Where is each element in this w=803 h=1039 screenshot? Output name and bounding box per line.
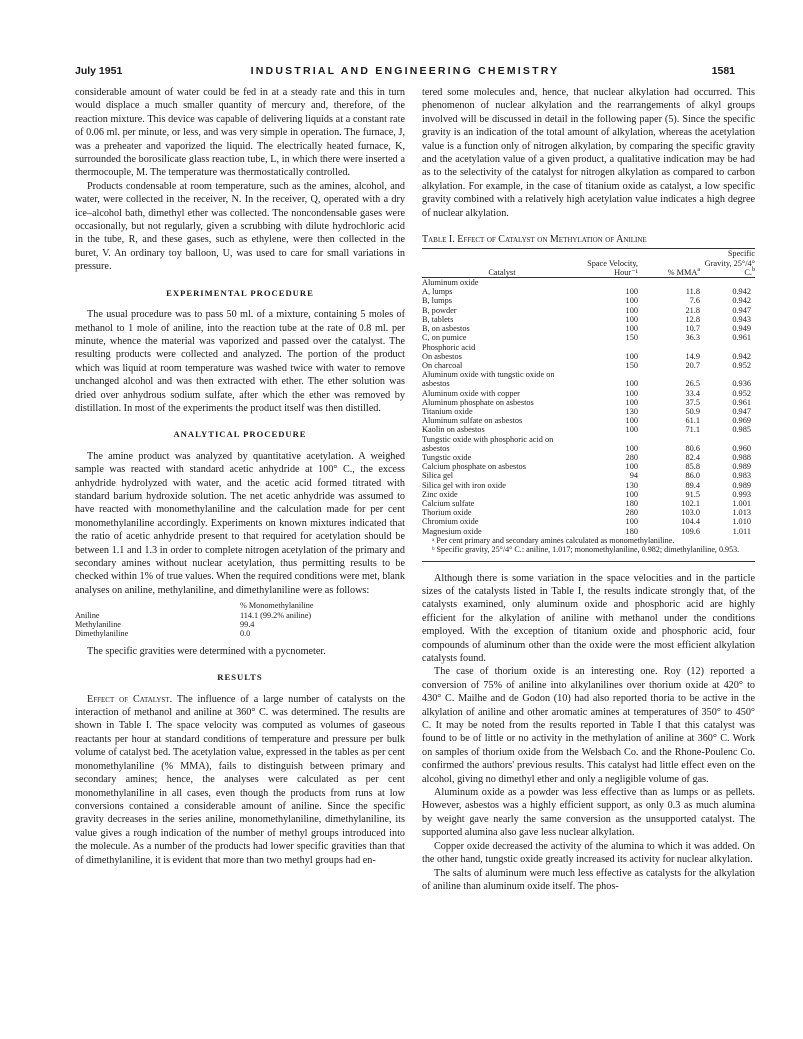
table-cell: 100 xyxy=(625,379,638,389)
table-cell: Calcium phosphate on asbestos xyxy=(422,462,526,472)
table-cell: A, lumps xyxy=(422,287,453,297)
col-header-mma: % MMA$^a$ xyxy=(642,249,704,277)
table-cell: asbestos xyxy=(422,379,450,389)
table-cell xyxy=(704,370,755,379)
table-cell: 100 xyxy=(625,287,638,297)
table-cell: 0.942 xyxy=(732,351,751,361)
table-cell: 100 xyxy=(625,296,638,306)
table-cell: Aluminum sulfate on asbestos xyxy=(422,416,523,426)
table-cell: 82.4 xyxy=(685,452,700,462)
paragraph: Although there is some variation in the space velocities and in the particle sizes of the catalysts listed in Table I, the results indicate strongly that, of the catalysts examined, only aluminum oxide and phosphoric acid are highly efficient for the alkylation of aniline with methanol under the conditions employed. With the exception of titanium oxide and phosphoric acid, four compounds of aluminum other than the oxide were the most efficient alkylation catalysts found. xyxy=(422,572,755,665)
paragraph: Aluminum oxide as a powder was less effective than as lumps or as pellets. However, asbestos was a highly efficient support, as only 0.3 as much alumina by weight gave nearly the same conversion as the unsupported catalyst. The supported alumina also gave less nuclear alkylation. xyxy=(422,787,755,839)
table-cell: B, on asbestos xyxy=(422,324,470,334)
table-row xyxy=(422,517,755,526)
table-cell xyxy=(642,370,704,379)
table-cell: Tungstic oxide with phosphoric acid on xyxy=(422,434,554,444)
table-row xyxy=(422,471,755,480)
table-cell: Titanium oxide xyxy=(422,406,473,416)
paragraph: The specific gravities were determined with a pycnometer. xyxy=(87,645,326,657)
table-cell: 104.4 xyxy=(681,517,700,527)
table-row xyxy=(422,287,755,296)
table-cell: 180 xyxy=(625,526,638,536)
table-title: Table I. Effect of Catalyst on Methylation of Aniline xyxy=(422,233,755,249)
table-cell: B, lumps xyxy=(422,296,452,306)
header-page-number: 1581 xyxy=(711,65,735,77)
table-cell: 0.983 xyxy=(732,471,751,481)
header-date: July 1951 xyxy=(75,65,123,77)
table-cell: 0.942 xyxy=(732,287,751,297)
table-cell: 100 xyxy=(625,517,638,527)
table-cell: 0.960 xyxy=(732,443,751,453)
table-cell: 80.6 xyxy=(685,443,700,453)
table-row xyxy=(422,481,755,490)
table-cell: 100 xyxy=(625,314,638,324)
table-cell: 14.9 xyxy=(685,351,700,361)
table-cell: 11.8 xyxy=(685,287,700,297)
table-cell: 280 xyxy=(625,508,638,518)
section-heading-experimental: EXPERIMENTAL PROCEDURE xyxy=(166,287,314,298)
paragraph: Effect of Catalyst. The influence of a large number of catalysts on the interaction of methanol and aniline at 360° C. was determined. The results are shown in Table I. The space velocity was computed as volumes of gaseous reactants per hour at standard conditions of temperature and pressure per bulk volume of catalyst bed. The acetylation value, expressed in the tables as per cent monomethylaniline (% MMA), fails to distinguish between primary and secondary amines; hence, the analyses were calculated as per cent monomethylaniline in all cases, even though the products from runs at low conversions contained a considerable amount of aniline. Since the specific gravity decreases in the series aniline, monomethylaniline, dimethylaniline, its value gives a rough indication of the number of methyl groups introduced into the molecule. As a number of the products had lower specific gravities than that of dimethylaniline, it is evident that more than two methyl groups had en- xyxy=(75,693,405,866)
table-cell: 100 xyxy=(625,489,638,499)
table-cell: asbestos xyxy=(422,443,450,453)
table-cell: 102.1 xyxy=(681,498,700,508)
table-cell: 100 xyxy=(625,305,638,315)
table-cell: 0.949 xyxy=(732,324,751,334)
paragraph: Copper oxide decreased the activity of the alumina to which it was added. On the other hand, tungstic oxide greatly increased its activity for nuclear alkylation. xyxy=(422,840,755,866)
section-heading-analytical: ANALYTICAL PROCEDURE xyxy=(173,429,307,440)
table-cell: 1.011 xyxy=(732,526,751,536)
table-cell: 0.961 xyxy=(732,397,751,407)
table-row xyxy=(422,315,755,324)
table-cell: 94 xyxy=(629,471,638,481)
table-cell: 0.943 xyxy=(732,314,751,324)
table-cell: 89.4 xyxy=(685,480,700,490)
table-cell: Kaolin on asbestos xyxy=(422,425,485,435)
table-cell: Phosphoric acid xyxy=(422,342,476,352)
table-cell: B, tablets xyxy=(422,314,454,324)
table-footnotes xyxy=(422,536,755,562)
table-row: Aniline 114.1 (99.2% aniline) xyxy=(75,610,312,620)
paragraph: The usual procedure was to pass 50 ml. of a mixture, containing 5 moles of methanol to 1 mole of aniline, into the reaction tube at the rate of 0.8 ml. per minute, whence the material was vaporized and passed over the catalyst. The resulting products were collected and analyzed. The portion of the product which was liquid at room temperature was washed twice with water to remove unchanged alcohol and was then extracted with ether. The ether solution was dried over anhydrous sodium sulfate, after which the ether was removed by distillation. In most of the experiments the product itself was then distilled. xyxy=(75,309,405,414)
table-cell: 7.6 xyxy=(689,296,700,306)
table-cell: 150 xyxy=(625,360,638,370)
table-cell: 36.3 xyxy=(685,333,700,343)
table-cell: 0.936 xyxy=(732,379,751,389)
table-cell: B, powder xyxy=(422,305,457,315)
table-cell xyxy=(582,343,642,352)
table-cell: 1.013 xyxy=(732,508,751,518)
table-row xyxy=(422,508,755,517)
table-cell xyxy=(642,343,704,352)
header-journal: INDUSTRIAL AND ENGINEERING CHEMISTRY xyxy=(250,65,560,77)
table-cell: 61.1 xyxy=(685,416,700,426)
table-cell: 100 xyxy=(625,351,638,361)
table-cell: Tungstic oxide xyxy=(422,452,472,462)
table-cell: 100 xyxy=(625,397,638,407)
blank-analysis-table xyxy=(75,601,405,639)
table-cell: 100 xyxy=(625,425,638,435)
left-column xyxy=(75,86,405,867)
paragraph: The case of thorium oxide is an interesting one. Roy (12) reported a conversion of 75% of aniline into alkylanilines over thorium oxide at 420° to 430° C. Mailhe and de Godon (10) had also reported thoria to be active in the alkylation of aniline and other aromatic amines at temperatures of 350° to 450° C. It may be noted from the results reported in Table I that this catalyst was found to be of little or no activity in the methylation of aniline at 360° C. Work on samples of thorium oxide from the Welsbach Co. and the Rhone-Poulenc Co. confirmed the authors' previous results. This catalyst had little effect even on the alcohol, giving no dimethyl ether and only a negligible volume of gas. xyxy=(422,666,755,785)
col-header-space-velocity: Space Velocity, Hour⁻¹ xyxy=(582,249,642,277)
table-cell: 0.989 xyxy=(732,480,751,490)
col-header-catalyst: Catalyst xyxy=(422,249,582,277)
table-cell: 37.5 xyxy=(685,397,700,407)
table-row xyxy=(422,352,755,361)
table-cell: 0.947 xyxy=(732,305,751,315)
table-cell xyxy=(582,370,642,379)
table-row xyxy=(422,389,755,398)
table-cell: 0.942 xyxy=(732,296,751,306)
table-cell: Aluminum phosphate on asbestos xyxy=(422,397,534,407)
table-cell: 1.001 xyxy=(732,498,751,508)
table-cell: 0.989 xyxy=(732,462,751,472)
table-row xyxy=(422,343,755,352)
table-cell: 0.952 xyxy=(732,360,751,370)
table-cell: 0.952 xyxy=(732,388,751,398)
table-cell: Silica gel xyxy=(422,471,454,481)
table-cell: 109.6 xyxy=(681,526,700,536)
table-cell: 100 xyxy=(625,462,638,472)
table-cell: 21.8 xyxy=(685,305,700,315)
table-row xyxy=(422,407,755,416)
table-row xyxy=(422,444,755,453)
catalyst-table xyxy=(422,249,755,535)
table-row xyxy=(422,462,755,471)
paragraph: The amine product was analyzed by quantitative acetylation. A weighed sample was reacted with standard acetic anhydride at 100° C., the excess anhydride hydrolyzed with water, and the acetic acid formed titrated with standard barium hydroxide solution. The net acetic anhydride was assumed to have reacted with monomethylaniline and the calculation made for per cent monomethylaniline accordingly. Experiments on known mixtures indicated that the ratio of acetic anhydride present to that required for acetylation should be between 1.1 and 1.3 in order to complete nitrogen acetylation of the primary and secondary amines without nuclear acetylation, thus permitting results to be checked within 1% of true values. When the required conditions were met, blank analyses on aniline, methylaniline, and dimethylaniline were as follows: xyxy=(75,450,405,596)
col-header-specific-gravity: Specific Gravity, 25°/4° C.$^b$ xyxy=(704,249,755,277)
table-cell: 86.0 xyxy=(685,471,700,481)
table-row xyxy=(422,306,755,315)
table-row xyxy=(422,370,755,379)
table-cell: On charcoal xyxy=(422,360,463,370)
table-cell: 0.969 xyxy=(732,416,751,426)
table-row xyxy=(422,398,755,407)
table-cell: 100 xyxy=(625,388,638,398)
right-column xyxy=(422,86,755,893)
table-cell: 100 xyxy=(625,443,638,453)
table-cell: Thorium oxide xyxy=(422,508,472,518)
table-cell: 130 xyxy=(625,406,638,416)
table-cell: Zinc oxide xyxy=(422,489,458,499)
paragraph: tered some molecules and, hence, that nuclear alkylation had occurred. This phenomenon of nuclear alkylation and the rearrangements of alkyl groups involved will be discussed in detail in the following paper (5). Since the specific gravity is an indication of the total amount of alkylation, whereas the acetylation value is a function only of nitrogen alkylation, by comparing the specific gravity and the acetylation value of a given product, a qualitative indication may be had as to the selectivity of the catalyst for nitrogen alkylation as compared to carbon alkylation. For example, in the case of titanium oxide as catalyst, a low specific gravity combined with a relatively high acetylation value indicates a high degree of nuclear alkylation. xyxy=(422,87,755,219)
table-cell: 0.985 xyxy=(732,425,751,435)
table-row xyxy=(422,453,755,462)
table-row xyxy=(422,379,755,388)
table-cell: 0.947 xyxy=(732,406,751,416)
blank-analysis-header: % Monomethylaniline xyxy=(240,601,314,611)
table-cell: C, on pumice xyxy=(422,333,467,343)
table-cell: 33.4 xyxy=(685,388,700,398)
table-cell: On asbestos xyxy=(422,351,462,361)
table-cell xyxy=(704,435,755,444)
table-cell: 0.988 xyxy=(732,452,751,462)
table-cell xyxy=(642,278,704,288)
table-cell xyxy=(582,435,642,444)
table-cell: 0.993 xyxy=(732,489,751,499)
table-cell: 130 xyxy=(625,480,638,490)
table-cell: 100 xyxy=(625,324,638,334)
table-row xyxy=(422,425,755,434)
table-row: Dimethylaniline 0.0 xyxy=(75,629,251,639)
table-row xyxy=(422,361,755,370)
table-cell: 26.5 xyxy=(685,379,700,389)
table-cell: 1.010 xyxy=(732,517,751,527)
table-cell xyxy=(704,343,755,352)
table-row: Methylaniline 99.4 xyxy=(75,620,255,630)
table-row xyxy=(422,324,755,333)
running-header xyxy=(75,65,735,79)
table-row xyxy=(422,278,755,288)
run-in-heading: Effect of Catalyst. xyxy=(87,693,173,705)
table-cell xyxy=(582,278,642,288)
table-cell: 10.7 xyxy=(685,324,700,334)
table-cell xyxy=(642,435,704,444)
paragraph: Products condensable at room temperature, such as the amines, alcohol, and water, were collected in the receiver, N. In the receiver, Q, operated with a dry ice–alcohol bath, dimethyl ether was collected. The noncondensable gases were occasionally, but not regularly, given a scrubbing with dilute hydrochloric acid in the tube, R, and these gases, such as ethylene, were then collected in the buret, V. An ordinary toy balloon, U, was used to care for small variations in pressure. xyxy=(75,180,405,273)
table-cell: 85.8 xyxy=(685,462,700,472)
paragraph: considerable amount of water could be fed in at a steady rate and this in turn would displace a much smaller quantity of mercury and, therefore, of the reaction mixture. This device was capable of delivering liquids at a constant rate of 0.06 ml. per minute, or less, and was very simple in operation. The furnace, J, was a preheater and vaporized the liquid. The electrically heated furnace, K, surrounded the borosilicate glass reaction tube, L, in which there were inserted a thermocouple, M. The temperature was thermostatically controlled. xyxy=(75,87,405,179)
table-row xyxy=(422,435,755,444)
table-row xyxy=(422,490,755,499)
table-cell: Magnesium oxide xyxy=(422,526,482,536)
table-cell: 20.7 xyxy=(685,360,700,370)
table-cell xyxy=(704,278,755,288)
table-row xyxy=(422,333,755,342)
table-cell: Aluminum oxide with copper xyxy=(422,388,520,398)
table-cell: 150 xyxy=(625,333,638,343)
table-cell: Calcium sulfate xyxy=(422,498,475,508)
table-cell: 103.0 xyxy=(681,508,700,518)
section-heading-results: RESULTS xyxy=(217,672,263,683)
table-cell: 91.5 xyxy=(685,489,700,499)
table-cell: Aluminum oxide xyxy=(422,278,479,288)
table-row xyxy=(422,416,755,425)
table-cell: 100 xyxy=(625,416,638,426)
table-cell: 12.8 xyxy=(685,314,700,324)
table-row xyxy=(422,499,755,508)
table-row xyxy=(422,296,755,305)
table-cell: 50.9 xyxy=(685,406,700,416)
footnote-a: ᵃ Per cent primary and secondary amines calculated as monomethylaniline. xyxy=(432,535,675,545)
table-cell: 71.1 xyxy=(685,425,700,435)
table-row xyxy=(422,527,755,536)
paragraph: The salts of aluminum were much less effective as catalysts for the alkylation of aniline than aluminum oxide itself. The phos- xyxy=(422,867,755,892)
table-cell: 0.961 xyxy=(732,333,751,343)
table-cell: 180 xyxy=(625,498,638,508)
table-cell: 280 xyxy=(625,452,638,462)
table-cell: Silica gel with iron oxide xyxy=(422,480,506,490)
table-cell: Chromium oxide xyxy=(422,517,479,527)
table-cell: Aluminum oxide with tungstic oxide on xyxy=(422,370,555,380)
footnote-b: ᵇ Specific gravity, 25°/4° C.: aniline, 1.017; monomethylaniline, 0.982; dimethylaniline, 0.953. xyxy=(432,545,740,555)
